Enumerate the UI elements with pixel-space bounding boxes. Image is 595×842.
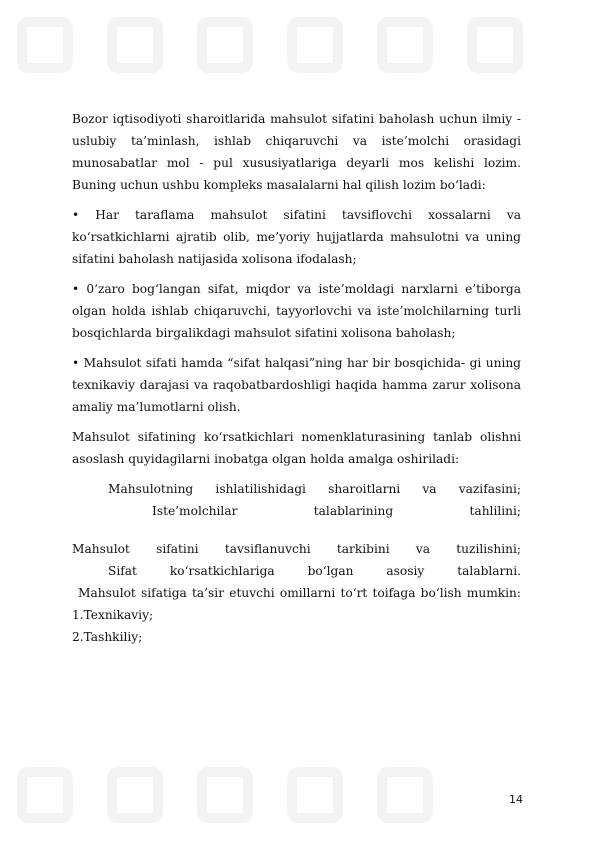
factors-line: Mahsulot sifatiga ta’sir etuvchi omillarni to‘rt toifaga bo‘lish mumkin: (78, 586, 521, 600)
bullet-item-1: • Har taraflama mahsulot sifatini tavsiflovchi xossalarni va ko‘rsatkichlarni ajratib olib, me’yoriy hujjatlarda mahsulotni va uning sifatini baholash natijasida xolisona ifodalash; (72, 208, 521, 266)
criteria-line-4: Sifat ko‘rsatkichlariga bo‘lgan asosiy talablarni. (108, 564, 521, 578)
intro-paragraph: Bozor iqtisodiyoti sharoitlarida mahsulot sifatini baholash uchun ilmiy - uslubiy ta’minlash, ishlab chiqaruvchi va iste’molchi orasidagi munosabatlar mol - pul xususiyatlariga deyarli mos kelishi lozim. Buning uchun ushbu kompleks masalalarni hal qilish lozim bo‘ladi: (72, 112, 521, 192)
selection-paragraph: Mahsulot sifatining ko‘rsatkichlari nomenklaturasining tanlab olishni asoslash quyidagilarni inobatga olgan holda amalga oshiriladi: (72, 430, 521, 466)
list-item-2: 2.Tashkiliy; (72, 630, 143, 644)
list-item-1: 1.Texnikaviy; (72, 608, 154, 622)
criteria-line-3: Mahsulot sifatini tavsiflanuvchi tarkibini va tuzilishini; (72, 542, 521, 556)
document-body (72, 108, 521, 648)
criteria-line-1: Mahsulotning ishlatilishidagi sharoitlarni va vazifasini; (108, 482, 521, 496)
bullet-item-2: • 0‘zaro bog‘langan sifat, miqdor va iste’moldagi narxlarni e’tiborga olgan holda ishlab chiqaruvchi, tayyorlovchi va iste’molchilarning turli bosqichlarda birgalikdagi mahsulot sifatini xolisona baholash; (72, 282, 521, 340)
bullet-item-3: • Mahsulot sifati hamda “sifat halqasi”ning har bir bosqichida- gi uning texnikaviy darajasi va raqobatbardoshligi haqida hamma zarur xolisona amaliy ma’lumotlarni olish. (72, 356, 521, 414)
criteria-line-2: Iste’molchilar talablarining tahlilini; (152, 504, 521, 518)
page-number: 14 (509, 793, 523, 806)
